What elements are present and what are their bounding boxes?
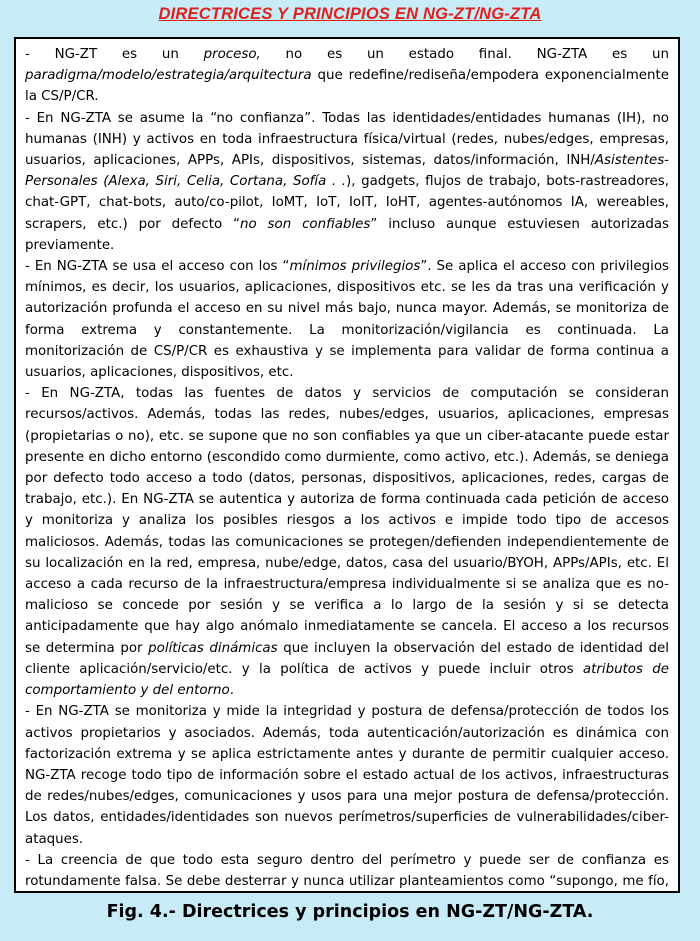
text-segment: no es un estado final. NG-ZTA es un bbox=[260, 47, 669, 62]
italic-text: no son confiables bbox=[239, 216, 371, 232]
paragraph-6 bbox=[25, 850, 669, 893]
italic-text: políticas dinámicas bbox=[148, 640, 278, 656]
italic-text: Asistentes-Personales (Alexa, Siri, Celia, Cortana, Sofía . . bbox=[25, 153, 669, 190]
paragraph-2 bbox=[25, 108, 669, 256]
paragraph-5 bbox=[25, 701, 669, 849]
text-segment: - La creencia de que todo esta seguro dentro del perímetro y puede ser de confianza es rotundamente falsa. Se debe desterrar y nunca utilizar planteamientos como “supongo, me fío, bbox=[25, 852, 669, 889]
text-segment: ”. Se aplica el acceso con privilegios mínimos, es decir, los usuarios, aplicaciones, dispositivos etc. se les da tras una verificación y autorización profunda el acceso en su nivel más bajo, nunca mayor. Además, se monitoriza de forma extrema y constantemente. La monitorización/vigilancia es continuada. La monitorización de CS/P/CR es exhaustiva y se implementa para validar de forma continua a usuarios, aplicaciones, dispositivos, etc. bbox=[25, 259, 669, 381]
italic-text: paradigma/modelo/estrategia/arquitectura bbox=[25, 68, 312, 84]
text-segment: - En NG-ZTA se monitoriza y mide la integridad y postura de defensa/protección de todos los activos propietarios y asociados. Además, toda autenticación/autorización es dinámica con factorización extrema y se aplica estrictamente antes y durante de permitir cualquier acceso. NG-ZTA recoge todo tipo de información sobre el estado actual de los activos, infraestructuras de redes/nubes/edges, comunicaciones y usos para una mejor postura de defensa/protección. Los datos, entidades/identidades son nuevos perímetros/superficies de vulnerabilidades/ciber-ataques. bbox=[25, 704, 669, 847]
content-box bbox=[14, 37, 680, 893]
text-segment: - En NG-ZTA se usa el acceso con los “ bbox=[25, 259, 290, 275]
text-segment: ” incluso aunque estuviesen autorizadas previamente. bbox=[25, 216, 669, 253]
text-segment: - NG-ZT es un bbox=[25, 47, 204, 62]
italic-text: proceso, bbox=[203, 47, 261, 62]
text-segment: que redefine/rediseña/empodera exponencialmente la CS/P/CR. bbox=[25, 68, 669, 105]
paragraph-1 bbox=[25, 44, 669, 108]
text-segment: . bbox=[229, 683, 234, 699]
text-segment: - En NG-ZTA, todas las fuentes de datos y servicios de computación se consideran recursos/activos. Además, todas las redes, nubes/edges, usuarios, aplicaciones, empresas (propietarias o no), etc. se supone que no son confiables ya que un ciber-atacante puede estar presente en dicho entorno (escondido como durmiente, como activo, etc.). Además, se deniega por defecto todo acceso a todo (datos, personas, dispositivos, aplicaciones, redes, cargas de trabajo, etc.). En NG-ZTA se autentica y autoriza de forma continuada cada petición de acceso y monitoriza y analiza los posibles riesgos a los activos e impide todo tipo de accesos maliciosos. Además, todas las comunicaciones se protegen/defienden independientemente de su localización en la red, empresa, nube/edge, datos, casa del usuario/BYOH, APPs/APIs, etc. El acceso a cada recurso de la infraestructura/empresa individualmente si se analiza que es no-malicioso se concede por sesión y se verifica a lo largo de la sesión y si se detecta anticipadamente que hay algo anómalo inmediatamente se cancela. El acceso a los recursos se determina por bbox=[25, 386, 669, 656]
italic-text: mínimos privilegios bbox=[289, 259, 421, 275]
text-segment: - En NG-ZTA se asume la “no confianza”. Todas las identidades/entidades humanas (IH), no humanas (INH) y activos en toda infraestructura física/virtual (redes, nubes/edges, empresas, usuarios, aplicaciones, APPs, APIs, dispositivos, sistemas, datos/información, INH/ bbox=[25, 110, 669, 169]
page-title: DIRECTRICES Y PRINCIPIOS EN NG-ZT/NG-ZTA bbox=[158, 5, 542, 23]
figure-caption: Fig. 4.- Directrices y principios en NG-ZT/NG-ZTA. bbox=[106, 902, 594, 922]
text-segment: ), gadgets, flujos de trabajo, bots-rastreadores, chat-GPT, chat-bots, auto/co-pilot, IoMT, IoT, IoIT, IoHT, agentes-autónomos IA, wereables, scrapers, etc.) por defecto “ bbox=[25, 174, 670, 232]
paragraph-3 bbox=[25, 256, 669, 383]
italic-text: atributos de comportamiento y del entorno bbox=[25, 661, 669, 699]
paragraph-4 bbox=[25, 383, 669, 701]
text-segment: que incluyen la observación del estado de identidad del cliente aplicación/servicio/etc. y la política de activos y puede incluir otros bbox=[25, 640, 669, 677]
